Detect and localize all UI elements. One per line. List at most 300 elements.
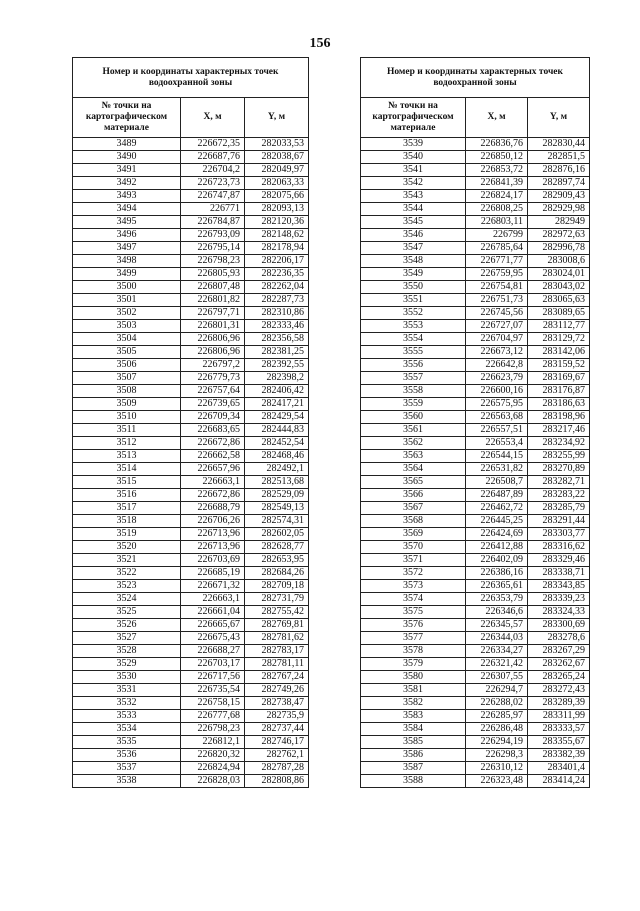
y-coordinate-cell: 282310,86 bbox=[245, 307, 309, 320]
table-row bbox=[361, 736, 590, 749]
x-coordinate-cell: 226759,95 bbox=[466, 268, 528, 281]
point-number-cell: 3546 bbox=[361, 229, 466, 242]
table-row bbox=[361, 333, 590, 346]
point-number-cell: 3562 bbox=[361, 437, 466, 450]
point-number-cell: 3551 bbox=[361, 294, 466, 307]
y-coordinate-cell: 283142,06 bbox=[528, 346, 590, 359]
point-number-cell: 3510 bbox=[73, 411, 181, 424]
y-coordinate-cell: 282781,62 bbox=[245, 632, 309, 645]
table-row bbox=[361, 307, 590, 320]
x-coordinate-cell: 226344,03 bbox=[466, 632, 528, 645]
table-row bbox=[73, 164, 309, 177]
y-coordinate-cell: 283129,72 bbox=[528, 333, 590, 346]
y-coordinate-cell: 282356,58 bbox=[245, 333, 309, 346]
table-row bbox=[361, 320, 590, 333]
table-row bbox=[73, 463, 309, 476]
y-coordinate-cell: 282381,25 bbox=[245, 346, 309, 359]
y-coordinate-cell: 282333,46 bbox=[245, 320, 309, 333]
y-coordinate-cell: 282628,77 bbox=[245, 541, 309, 554]
x-coordinate-cell: 226806,96 bbox=[181, 333, 245, 346]
table-row bbox=[73, 450, 309, 463]
point-number-cell: 3500 bbox=[73, 281, 181, 294]
point-number-cell: 3539 bbox=[361, 138, 466, 151]
table-row bbox=[361, 385, 590, 398]
y-coordinate-cell: 283289,39 bbox=[528, 697, 590, 710]
table-row bbox=[73, 385, 309, 398]
x-coordinate-cell: 226544,15 bbox=[466, 450, 528, 463]
table-row bbox=[361, 242, 590, 255]
table-row bbox=[361, 710, 590, 723]
y-coordinate-cell: 282529,09 bbox=[245, 489, 309, 502]
table-row bbox=[361, 255, 590, 268]
table-row bbox=[361, 554, 590, 567]
y-coordinate-cell: 283043,02 bbox=[528, 281, 590, 294]
y-coordinate-cell: 282398,2 bbox=[245, 372, 309, 385]
point-number-cell: 3570 bbox=[361, 541, 466, 554]
point-number-cell: 3553 bbox=[361, 320, 466, 333]
x-coordinate-cell: 226798,23 bbox=[181, 723, 245, 736]
x-coordinate-cell: 226777,68 bbox=[181, 710, 245, 723]
x-coordinate-cell: 226286,48 bbox=[466, 723, 528, 736]
x-coordinate-cell: 226727,07 bbox=[466, 320, 528, 333]
point-number-cell: 3517 bbox=[73, 502, 181, 515]
column-header-x: X, м bbox=[466, 98, 528, 138]
point-number-cell: 3560 bbox=[361, 411, 466, 424]
table-row bbox=[361, 528, 590, 541]
y-coordinate-cell: 282236,35 bbox=[245, 268, 309, 281]
y-coordinate-cell: 283401,4 bbox=[528, 762, 590, 775]
point-number-cell: 3554 bbox=[361, 333, 466, 346]
x-coordinate-cell: 226563,68 bbox=[466, 411, 528, 424]
x-coordinate-cell: 226294,7 bbox=[466, 684, 528, 697]
x-coordinate-cell: 226754,81 bbox=[466, 281, 528, 294]
table-row bbox=[361, 424, 590, 437]
table-row bbox=[73, 437, 309, 450]
table-row bbox=[73, 775, 309, 788]
table-row bbox=[73, 671, 309, 684]
x-coordinate-cell: 226747,87 bbox=[181, 190, 245, 203]
table-row bbox=[361, 203, 590, 216]
table-row bbox=[361, 567, 590, 580]
point-number-cell: 3559 bbox=[361, 398, 466, 411]
x-coordinate-cell: 226412,88 bbox=[466, 541, 528, 554]
y-coordinate-cell: 282709,18 bbox=[245, 580, 309, 593]
y-coordinate-cell: 282746,17 bbox=[245, 736, 309, 749]
x-coordinate-cell: 226623,79 bbox=[466, 372, 528, 385]
x-coordinate-cell: 226805,93 bbox=[181, 268, 245, 281]
point-number-cell: 3512 bbox=[73, 437, 181, 450]
point-number-cell: 3548 bbox=[361, 255, 466, 268]
y-coordinate-cell: 282429,54 bbox=[245, 411, 309, 424]
table-row bbox=[361, 658, 590, 671]
x-coordinate-cell: 226723,73 bbox=[181, 177, 245, 190]
x-coordinate-cell: 226386,16 bbox=[466, 567, 528, 580]
table-row bbox=[73, 476, 309, 489]
y-coordinate-cell: 283283,22 bbox=[528, 489, 590, 502]
y-coordinate-cell: 282653,95 bbox=[245, 554, 309, 567]
table-row bbox=[73, 606, 309, 619]
x-coordinate-cell: 226703,17 bbox=[181, 658, 245, 671]
x-coordinate-cell: 226294,19 bbox=[466, 736, 528, 749]
point-number-cell: 3489 bbox=[73, 138, 181, 151]
table-row bbox=[73, 619, 309, 632]
point-number-cell: 3540 bbox=[361, 151, 466, 164]
y-coordinate-cell: 283186,63 bbox=[528, 398, 590, 411]
point-number-cell: 3572 bbox=[361, 567, 466, 580]
table-row bbox=[361, 437, 590, 450]
point-number-cell: 3497 bbox=[73, 242, 181, 255]
point-number-cell: 3511 bbox=[73, 424, 181, 437]
table-row bbox=[73, 151, 309, 164]
y-coordinate-cell: 283329,46 bbox=[528, 554, 590, 567]
table-row bbox=[73, 346, 309, 359]
y-coordinate-cell: 283255,99 bbox=[528, 450, 590, 463]
table-row bbox=[73, 554, 309, 567]
x-coordinate-cell: 226445,25 bbox=[466, 515, 528, 528]
y-coordinate-cell: 282972,63 bbox=[528, 229, 590, 242]
table-row bbox=[361, 619, 590, 632]
x-coordinate-cell: 226841,39 bbox=[466, 177, 528, 190]
x-coordinate-cell: 226487,89 bbox=[466, 489, 528, 502]
table-row bbox=[361, 138, 590, 151]
y-coordinate-cell: 282762,1 bbox=[245, 749, 309, 762]
x-coordinate-cell: 226808,25 bbox=[466, 203, 528, 216]
y-coordinate-cell: 282549,13 bbox=[245, 502, 309, 515]
table-row bbox=[361, 606, 590, 619]
column-header-x: X, м bbox=[181, 98, 245, 138]
x-coordinate-cell: 226771 bbox=[181, 203, 245, 216]
x-coordinate-cell: 226758,15 bbox=[181, 697, 245, 710]
x-coordinate-cell: 226661,04 bbox=[181, 606, 245, 619]
table-row bbox=[361, 346, 590, 359]
point-number-cell: 3509 bbox=[73, 398, 181, 411]
point-number-cell: 3515 bbox=[73, 476, 181, 489]
y-coordinate-cell: 282178,94 bbox=[245, 242, 309, 255]
x-coordinate-cell: 226735,54 bbox=[181, 684, 245, 697]
table-row bbox=[73, 528, 309, 541]
x-coordinate-cell: 226285,97 bbox=[466, 710, 528, 723]
point-number-cell: 3557 bbox=[361, 372, 466, 385]
point-number-cell: 3547 bbox=[361, 242, 466, 255]
table-row bbox=[361, 697, 590, 710]
table-row bbox=[73, 255, 309, 268]
x-coordinate-cell: 226424,69 bbox=[466, 528, 528, 541]
table-row bbox=[361, 151, 590, 164]
y-coordinate-cell: 282996,78 bbox=[528, 242, 590, 255]
point-number-cell: 3520 bbox=[73, 541, 181, 554]
x-coordinate-cell: 226801,82 bbox=[181, 294, 245, 307]
point-number-cell: 3513 bbox=[73, 450, 181, 463]
point-number-cell: 3535 bbox=[73, 736, 181, 749]
point-number-cell: 3531 bbox=[73, 684, 181, 697]
table-row bbox=[73, 593, 309, 606]
point-number-cell: 3529 bbox=[73, 658, 181, 671]
point-number-cell: 3490 bbox=[73, 151, 181, 164]
y-coordinate-cell: 282767,24 bbox=[245, 671, 309, 684]
y-coordinate-cell: 283333,57 bbox=[528, 723, 590, 736]
y-coordinate-cell: 282075,66 bbox=[245, 190, 309, 203]
table-row bbox=[361, 775, 590, 788]
y-coordinate-cell: 282063,33 bbox=[245, 177, 309, 190]
point-number-cell: 3521 bbox=[73, 554, 181, 567]
y-coordinate-cell: 282206,17 bbox=[245, 255, 309, 268]
point-number-cell: 3518 bbox=[73, 515, 181, 528]
x-coordinate-cell: 226745,56 bbox=[466, 307, 528, 320]
y-coordinate-cell: 283198,96 bbox=[528, 411, 590, 424]
point-number-cell: 3588 bbox=[361, 775, 466, 788]
point-number-cell: 3499 bbox=[73, 268, 181, 281]
x-coordinate-cell: 226793,09 bbox=[181, 229, 245, 242]
point-number-cell: 3524 bbox=[73, 593, 181, 606]
y-coordinate-cell: 283316,62 bbox=[528, 541, 590, 554]
x-coordinate-cell: 226600,16 bbox=[466, 385, 528, 398]
x-coordinate-cell: 226683,65 bbox=[181, 424, 245, 437]
y-coordinate-cell: 282909,43 bbox=[528, 190, 590, 203]
point-number-cell: 3493 bbox=[73, 190, 181, 203]
y-coordinate-cell: 282749,26 bbox=[245, 684, 309, 697]
x-coordinate-cell: 226663,1 bbox=[181, 476, 245, 489]
y-coordinate-cell: 282574,31 bbox=[245, 515, 309, 528]
x-coordinate-cell: 226365,61 bbox=[466, 580, 528, 593]
y-coordinate-cell: 282735,9 bbox=[245, 710, 309, 723]
x-coordinate-cell: 226323,48 bbox=[466, 775, 528, 788]
point-number-cell: 3494 bbox=[73, 203, 181, 216]
x-coordinate-cell: 226739,65 bbox=[181, 398, 245, 411]
point-number-cell: 3508 bbox=[73, 385, 181, 398]
x-coordinate-cell: 226751,73 bbox=[466, 294, 528, 307]
y-coordinate-cell: 282755,42 bbox=[245, 606, 309, 619]
y-coordinate-cell: 282262,04 bbox=[245, 281, 309, 294]
y-coordinate-cell: 283285,79 bbox=[528, 502, 590, 515]
point-number-cell: 3501 bbox=[73, 294, 181, 307]
y-coordinate-cell: 283270,89 bbox=[528, 463, 590, 476]
x-coordinate-cell: 226321,42 bbox=[466, 658, 528, 671]
x-coordinate-cell: 226688,27 bbox=[181, 645, 245, 658]
table-row bbox=[73, 294, 309, 307]
table-row bbox=[73, 372, 309, 385]
x-coordinate-cell: 226771,77 bbox=[466, 255, 528, 268]
point-number-cell: 3555 bbox=[361, 346, 466, 359]
table-row bbox=[73, 359, 309, 372]
table-row bbox=[361, 723, 590, 736]
page-number: 156 bbox=[309, 36, 331, 51]
table-row bbox=[361, 281, 590, 294]
y-coordinate-cell: 282781,11 bbox=[245, 658, 309, 671]
y-coordinate-cell: 282737,44 bbox=[245, 723, 309, 736]
table-row bbox=[73, 749, 309, 762]
x-coordinate-cell: 226798,23 bbox=[181, 255, 245, 268]
point-number-cell: 3558 bbox=[361, 385, 466, 398]
table-row bbox=[73, 203, 309, 216]
x-coordinate-cell: 226334,27 bbox=[466, 645, 528, 658]
x-coordinate-cell: 226671,32 bbox=[181, 580, 245, 593]
x-coordinate-cell: 226672,86 bbox=[181, 489, 245, 502]
y-coordinate-cell: 283291,44 bbox=[528, 515, 590, 528]
point-number-cell: 3586 bbox=[361, 749, 466, 762]
y-coordinate-cell: 282038,67 bbox=[245, 151, 309, 164]
table-row bbox=[361, 502, 590, 515]
x-coordinate-cell: 226553,4 bbox=[466, 437, 528, 450]
y-coordinate-cell: 282949 bbox=[528, 216, 590, 229]
y-coordinate-cell: 282738,47 bbox=[245, 697, 309, 710]
y-coordinate-cell: 283265,24 bbox=[528, 671, 590, 684]
point-number-cell: 3585 bbox=[361, 736, 466, 749]
point-number-cell: 3522 bbox=[73, 567, 181, 580]
y-coordinate-cell: 282417,21 bbox=[245, 398, 309, 411]
x-coordinate-cell: 226402,09 bbox=[466, 554, 528, 567]
y-coordinate-cell: 283176,87 bbox=[528, 385, 590, 398]
x-coordinate-cell: 226824,17 bbox=[466, 190, 528, 203]
x-coordinate-cell: 226688,79 bbox=[181, 502, 245, 515]
point-number-cell: 3516 bbox=[73, 489, 181, 502]
x-coordinate-cell: 226836,76 bbox=[466, 138, 528, 151]
coordinates-table-right bbox=[360, 57, 590, 788]
x-coordinate-cell: 226709,34 bbox=[181, 411, 245, 424]
table-row bbox=[73, 502, 309, 515]
x-coordinate-cell: 226642,8 bbox=[466, 359, 528, 372]
point-number-cell: 3569 bbox=[361, 528, 466, 541]
x-coordinate-cell: 226820,32 bbox=[181, 749, 245, 762]
x-coordinate-cell: 226307,55 bbox=[466, 671, 528, 684]
x-coordinate-cell: 226853,72 bbox=[466, 164, 528, 177]
table-row bbox=[73, 710, 309, 723]
table-title: Номер и координаты характерных точек водоохранной зоны bbox=[361, 58, 590, 98]
table-row bbox=[361, 515, 590, 528]
table-row bbox=[73, 736, 309, 749]
y-coordinate-cell: 283311,99 bbox=[528, 710, 590, 723]
table-row bbox=[361, 541, 590, 554]
x-coordinate-cell: 226799 bbox=[466, 229, 528, 242]
point-number-cell: 3504 bbox=[73, 333, 181, 346]
table-row bbox=[73, 723, 309, 736]
point-number-cell: 3525 bbox=[73, 606, 181, 619]
table-row bbox=[361, 359, 590, 372]
table-row bbox=[361, 450, 590, 463]
point-number-cell: 3514 bbox=[73, 463, 181, 476]
x-coordinate-cell: 226672,86 bbox=[181, 437, 245, 450]
y-coordinate-cell: 282444,83 bbox=[245, 424, 309, 437]
point-number-cell: 3502 bbox=[73, 307, 181, 320]
y-coordinate-cell: 283355,67 bbox=[528, 736, 590, 749]
table-row bbox=[361, 372, 590, 385]
table-row bbox=[73, 632, 309, 645]
point-number-cell: 3578 bbox=[361, 645, 466, 658]
point-number-cell: 3498 bbox=[73, 255, 181, 268]
point-number-cell: 3566 bbox=[361, 489, 466, 502]
x-coordinate-cell: 226557,51 bbox=[466, 424, 528, 437]
table-row bbox=[73, 281, 309, 294]
table-row bbox=[73, 307, 309, 320]
y-coordinate-cell: 282684,26 bbox=[245, 567, 309, 580]
x-coordinate-cell: 226850,12 bbox=[466, 151, 528, 164]
y-coordinate-cell: 282876,16 bbox=[528, 164, 590, 177]
point-number-cell: 3495 bbox=[73, 216, 181, 229]
x-coordinate-cell: 226797,2 bbox=[181, 359, 245, 372]
x-coordinate-cell: 226784,87 bbox=[181, 216, 245, 229]
table-row bbox=[361, 411, 590, 424]
point-number-cell: 3571 bbox=[361, 554, 466, 567]
x-coordinate-cell: 226575,95 bbox=[466, 398, 528, 411]
y-coordinate-cell: 283267,29 bbox=[528, 645, 590, 658]
y-coordinate-cell: 282808,86 bbox=[245, 775, 309, 788]
table-row bbox=[73, 216, 309, 229]
table-row bbox=[73, 645, 309, 658]
y-coordinate-cell: 282492,1 bbox=[245, 463, 309, 476]
table-row bbox=[73, 229, 309, 242]
point-number-cell: 3582 bbox=[361, 697, 466, 710]
y-coordinate-cell: 283282,71 bbox=[528, 476, 590, 489]
table-row bbox=[73, 333, 309, 346]
y-coordinate-cell: 282148,62 bbox=[245, 229, 309, 242]
table-row bbox=[73, 268, 309, 281]
column-header-y: Y, м bbox=[528, 98, 590, 138]
y-coordinate-cell: 283234,92 bbox=[528, 437, 590, 450]
table-row bbox=[73, 177, 309, 190]
table-row bbox=[73, 515, 309, 528]
y-coordinate-cell: 283338,71 bbox=[528, 567, 590, 580]
coordinates-table-left bbox=[72, 57, 309, 788]
point-number-cell: 3561 bbox=[361, 424, 466, 437]
point-number-cell: 3532 bbox=[73, 697, 181, 710]
x-coordinate-cell: 226706,26 bbox=[181, 515, 245, 528]
point-number-cell: 3505 bbox=[73, 346, 181, 359]
x-coordinate-cell: 226672,35 bbox=[181, 138, 245, 151]
x-coordinate-cell: 226663,1 bbox=[181, 593, 245, 606]
y-coordinate-cell: 282929,98 bbox=[528, 203, 590, 216]
x-coordinate-cell: 226779,73 bbox=[181, 372, 245, 385]
point-number-cell: 3543 bbox=[361, 190, 466, 203]
y-coordinate-cell: 283339,23 bbox=[528, 593, 590, 606]
y-coordinate-cell: 283343,85 bbox=[528, 580, 590, 593]
table-row bbox=[73, 138, 309, 151]
point-number-cell: 3503 bbox=[73, 320, 181, 333]
point-number-cell: 3492 bbox=[73, 177, 181, 190]
y-coordinate-cell: 283217,46 bbox=[528, 424, 590, 437]
table-row bbox=[361, 216, 590, 229]
table-row bbox=[361, 164, 590, 177]
x-coordinate-cell: 226657,96 bbox=[181, 463, 245, 476]
point-number-cell: 3564 bbox=[361, 463, 466, 476]
x-coordinate-cell: 226310,12 bbox=[466, 762, 528, 775]
x-coordinate-cell: 226785,64 bbox=[466, 242, 528, 255]
table-row bbox=[361, 229, 590, 242]
table-row bbox=[361, 294, 590, 307]
x-coordinate-cell: 226713,96 bbox=[181, 528, 245, 541]
y-coordinate-cell: 282513,68 bbox=[245, 476, 309, 489]
y-coordinate-cell: 283300,69 bbox=[528, 619, 590, 632]
y-coordinate-cell: 282093,13 bbox=[245, 203, 309, 216]
x-coordinate-cell: 226462,72 bbox=[466, 502, 528, 515]
point-number-cell: 3574 bbox=[361, 593, 466, 606]
y-coordinate-cell: 282392,55 bbox=[245, 359, 309, 372]
point-number-cell: 3565 bbox=[361, 476, 466, 489]
table-row bbox=[73, 242, 309, 255]
x-coordinate-cell: 226345,57 bbox=[466, 619, 528, 632]
point-number-cell: 3581 bbox=[361, 684, 466, 697]
point-number-cell: 3544 bbox=[361, 203, 466, 216]
y-coordinate-cell: 282769,81 bbox=[245, 619, 309, 632]
y-coordinate-cell: 283278,6 bbox=[528, 632, 590, 645]
x-coordinate-cell: 226828,03 bbox=[181, 775, 245, 788]
table-row bbox=[73, 489, 309, 502]
table-row bbox=[361, 593, 590, 606]
point-number-cell: 3580 bbox=[361, 671, 466, 684]
x-coordinate-cell: 226353,79 bbox=[466, 593, 528, 606]
x-coordinate-cell: 226801,31 bbox=[181, 320, 245, 333]
point-number-cell: 3530 bbox=[73, 671, 181, 684]
table-row bbox=[361, 645, 590, 658]
point-number-cell: 3536 bbox=[73, 749, 181, 762]
